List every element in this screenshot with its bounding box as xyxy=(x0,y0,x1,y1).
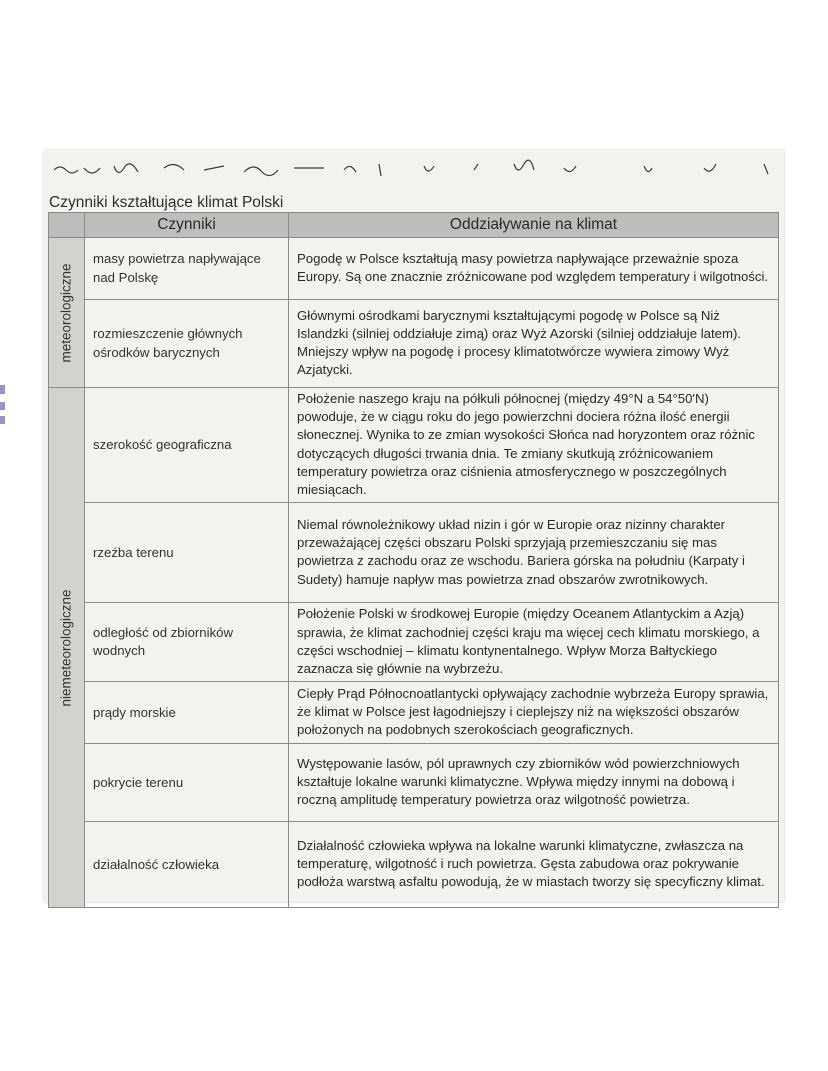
factor-cell: rozmieszczenie głównych ośrodków barycznych xyxy=(85,300,289,388)
table-row xyxy=(49,822,779,908)
effect-cell: Ciepły Prąd Północnoatlantycki opływający zachodnie wybrzeża Europy sprawia, że klimat w Polsce jest łagodniejszy i cieplejszy niż na większości obszarów położonych na podobnych szerokościach geograficznych. xyxy=(289,682,779,744)
effect-cell: Pogodę w Polsce kształtują masy powietrza napływające przeważnie spoza Europy. Są one znacznie zróżnicowane pod względem temperatury i wilgotności. xyxy=(289,238,779,300)
table-row xyxy=(49,744,779,822)
margin-mark xyxy=(0,416,5,424)
group-label-meteorological: meteorologiczne xyxy=(49,238,85,388)
effect-cell: Położenie Polski w środkowej Europie (między Oceanem Atlantyckim a Azją) sprawia, że klimat zachodniej części kraju ma więcej cech klimatu morskiego, a części wschodniej – klimatu kontynentalnego. Wpływ Morza Bałtyckiego zaznacza się głównie na wybrzeżu. xyxy=(289,603,779,682)
table-row xyxy=(49,503,779,603)
factor-cell: prądy morskie xyxy=(85,682,289,744)
header-effect: Oddziaływanie na klimat xyxy=(289,213,779,238)
table-row xyxy=(49,388,779,503)
climate-factors-table xyxy=(48,212,779,908)
effect-cell: Występowanie lasów, pól uprawnych czy zbiorników wód powierzchniowych kształtuje lokalne warunki klimatyczne. Wpływa między innymi na dobową i roczną amplitudę temperatury powietrza oraz wilgotność powietrza. xyxy=(289,744,779,822)
effect-cell: Głównymi ośrodkami barycznymi kształtującymi pogodę w Polsce są Niż Islandzki (silniej oddziałuje zimą) oraz Wyż Azorski (silniej oddziałuje latem). Mniejszy wpływ na pogodę i procesy klimatotwórcze wywiera zimowy Wyż Azjatycki. xyxy=(289,300,779,388)
factor-cell: działalność człowieka xyxy=(85,822,289,908)
effect-cell: Niemal równoleżnikowy układ nizin i gór w Europie oraz nizinny charakter przeważającej części obszaru Polski sprzyjają przemieszczaniu się mas powietrza z zachodu oraz ze wschodu. Bariera górska na południu (Karpaty i Sudety) hamuje napływ mas powietrza znad obszarów zwrotnikowych. xyxy=(289,503,779,603)
factor-cell: odległość od zbiorników wodnych xyxy=(85,603,289,682)
group-label-non-meteorological: niemeteorologiczne xyxy=(49,388,85,908)
table-row xyxy=(49,238,779,300)
table-title: Czynniki kształtujące klimat Polski xyxy=(49,194,284,211)
table-row xyxy=(49,300,779,388)
factor-cell: rzeźba terenu xyxy=(85,503,289,603)
effect-cell: Działalność człowieka wpływa na lokalne warunki klimatyczne, zwłaszcza na temperaturę, wilgotność i ruch powietrza. Gęsta zabudowa oraz pokrywanie podłoża warstwą asfaltu powodują, że w miastach tworzy się specyficzny klimat. xyxy=(289,822,779,908)
margin-mark xyxy=(0,385,5,394)
header-factors: Czynniki xyxy=(85,213,289,238)
table-row xyxy=(49,682,779,744)
factor-cell: szerokość geograficzna xyxy=(85,388,289,503)
margin-mark xyxy=(0,402,5,410)
header-spacer xyxy=(49,213,85,238)
effect-cell: Położenie naszego kraju na półkuli północnej (między 49°N a 54°50'N) powoduje, że w ciągu roku do jego powierzchni dociera różna ilość energii słonecznej. Wynika to ze zmian wysokości Słońca nad horyzontem oraz różnic dotyczących długości trwania dnia. Te zmiany skutkują zróżnicowaniem temperatury powietrza oraz ciśnienia atmosferycznego w poszczególnych miesiącach. xyxy=(289,388,779,503)
factor-cell: pokrycie terenu xyxy=(85,744,289,822)
table-header-row xyxy=(49,213,779,238)
handwritten-scribble xyxy=(44,150,784,192)
factor-cell: masy powietrza napływające nad Polskę xyxy=(85,238,289,300)
table-row xyxy=(49,603,779,682)
